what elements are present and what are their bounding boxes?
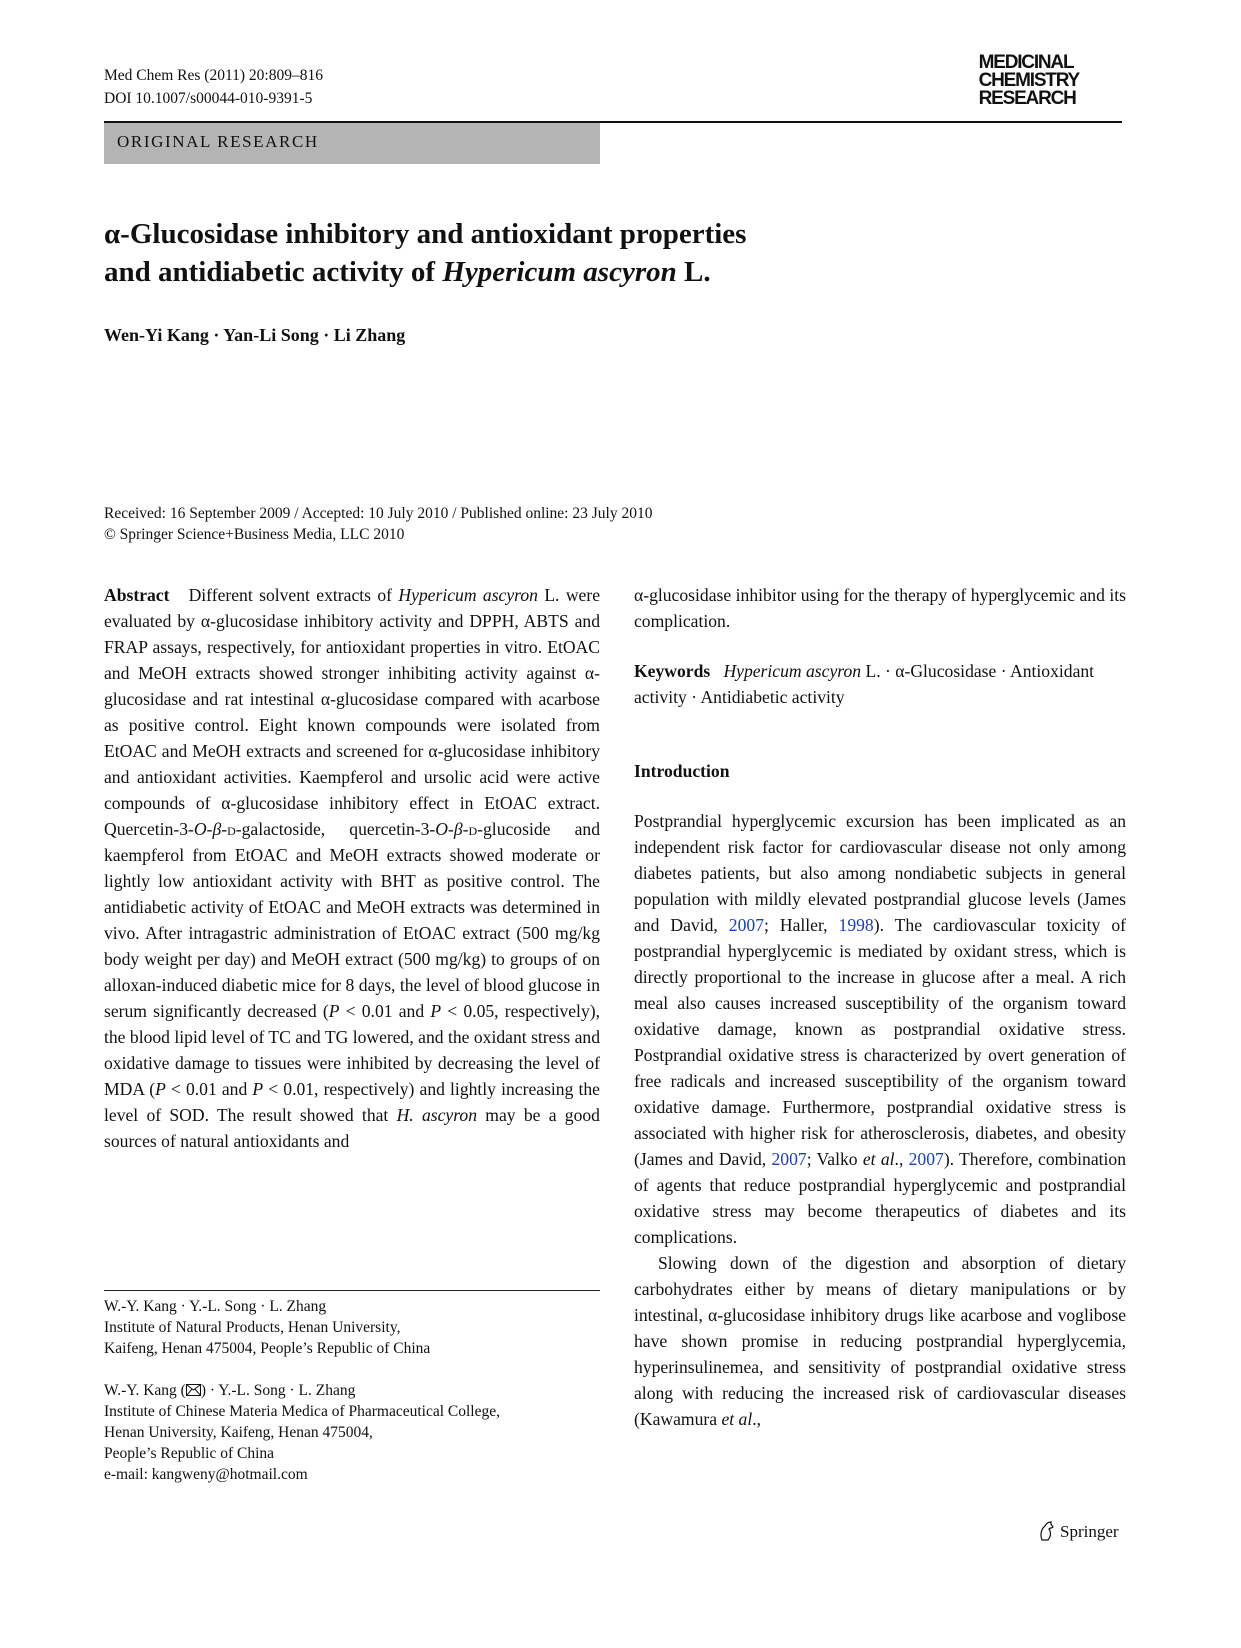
- journal-citation-block: [104, 64, 323, 110]
- author-list: Wen-Yi Kang · Yan-Li Song · Li Zhang: [104, 325, 406, 345]
- citation-link[interactable]: 2007: [908, 1149, 944, 1169]
- publisher-logo: [1038, 1521, 1119, 1542]
- keywords: Keywords Hypericum ascyron L. · α-Glucosidase · Antioxidant activity · Antidiabetic activity: [634, 661, 1095, 707]
- publication-dates: [104, 503, 652, 545]
- citation-link[interactable]: 1998: [838, 915, 874, 935]
- copyright: © Springer Science+Business Media, LLC 2010: [104, 526, 405, 543]
- contact-email[interactable]: e-mail: kangweny@hotmail.com: [104, 1466, 308, 1483]
- doi: DOI 10.1007/s00044-010-9391-5: [104, 90, 313, 107]
- citation-link[interactable]: 2007: [728, 915, 764, 935]
- footnote-rule: [104, 1290, 600, 1291]
- right-column: [634, 582, 1126, 1432]
- affiliation-2: W.-Y. Kang ( ) · Y.-L. Song · L. Zhang Institute of Chinese Materia Medica of Pharmaceutical College, Henan University, Kaifeng, Henan 475004, People’s Republic of China e-mail: kangweny@hotmail.com: [104, 1382, 500, 1483]
- logo-line-3: RESEARCH: [978, 88, 1076, 109]
- keywords-label: Keywords: [634, 661, 711, 681]
- affiliation-1: W.-Y. Kang · Y.-L. Song · L. Zhang Institute of Natural Products, Henan University, Kaifeng, Henan 475004, People’s Republic of China: [104, 1298, 431, 1357]
- springer-horse-icon: [1038, 1521, 1056, 1541]
- abstract-text: Abstract Different solvent extracts of Hypericum ascyron L. were evaluated by α-glucosidase inhibitory activity and DPPH, ABTS and FRAP assays, respectively, for antioxidant properties in vitro. EtOAC and MeOH extracts showed stronger inhibiting activity against α-glucosidase and rat intestinal α-glucosidase compared with acarbose as positive control. Eight known compounds were isolated from EtOAC and MeOH extracts and screened for α-glucosidase inhibitory and antioxidant activities. Kaempferol and ursolic acid were active compounds of α-glucosidase inhibitory effect in EtOAC extract. Quercetin-3-O-β-d-galactoside, quercetin-3-O-β-d-glucoside and kaempferol from EtOAC and MeOH extracts showed moderate or lightly low antioxidant activity with BHT as positive control. The antidiabetic activity of EtOAC and MeOH extracts was determined in vivo. After intragastric administration of EtOAC extract (500 mg/kg body weight per day) and MeOH extract (500 mg/kg) to groups of on alloxan-induced diabetic mice for 8 days, the level of blood glucose in serum significantly decreased (P < 0.01 and P < 0.05, respectively), the blood lipid level of TC and TG lowered, and the oxidant stress and oxidative damage to tissues were inhibited by decreasing the level of MDA (P < 0.01 and P < 0.01, respectively) and lightly increasing the level of SOD. The result showed that H. ascyron may be a good sources of natural antioxidants and: [104, 585, 601, 1151]
- publisher-name: Springer: [1060, 1522, 1119, 1541]
- logo-line-2: CHEMISTRY: [978, 70, 1079, 91]
- article-title: [104, 215, 746, 291]
- citation-link[interactable]: 2007: [771, 1149, 807, 1169]
- abstract-continuation: α-glucosidase inhibitor using for the therapy of hyperglycemic and its complication.: [634, 585, 1126, 631]
- introduction-heading: Introduction: [634, 761, 730, 781]
- abstract-label: Abstract: [104, 585, 170, 605]
- title-line-1: α-Glucosidase inhibitory and antioxidant properties: [104, 218, 747, 250]
- title-line-2: and antidiabetic activity of Hypericum ascyron L.: [104, 256, 711, 288]
- intro-paragraph-1: Postprandial hyperglycemic excursion has been implicated as an independent risk factor for cardiovascular disease not only among diabetes patients, but also among nondiabetic subjects in general population with mildly elevated postprandial glucose levels (James and David, 2007; Haller, 1998). The cardiovascular toxicity of postprandial hyperglycemic is mediated by oxidant stress, which is directly proportional to the increase in glucose after a meal. A rich meal also causes increased susceptibility of the organism toward oxidative damage, known as postprandial oxidative stress. Postprandial oxidative stress is characterized by overt generation of free radicals and increased susceptibility of the organism toward oxidative damage. Furthermore, postprandial oxidative stress is associated with higher risk for atherosclerosis, diabetes, and obesity (James and David, 2007; Valko et al., 2007). Therefore, combination of agents that reduce postprandial hyperglycemic and postprandial oxidative stress may become therapeutics of diabetes and its complications.: [634, 811, 1127, 1247]
- received-accepted-published: Received: 16 September 2009 / Accepted: 10 July 2010 / Published online: 23 July 2010: [104, 505, 653, 522]
- envelope-icon: [186, 1384, 201, 1396]
- journal-citation: Med Chem Res (2011) 20:809–816: [104, 67, 323, 84]
- logo-line-1: MEDICINAL: [978, 52, 1074, 73]
- journal-logo: [979, 54, 1079, 108]
- abstract-column: [104, 582, 600, 1154]
- section-label: ORIGINAL RESEARCH: [117, 132, 319, 151]
- intro-paragraph-2: Slowing down of the digestion and absorption of dietary carbohydrates either by means of dietary manipulations or by intestinal, α-glucosidase inhibitory drugs like acarbose and voglibose have shown promise in reducing postprandial hyperglycemia, hyperinsulinemea, and sensitivity of postprandial oxidative stress along with reducing the increased risk of cardiovascular diseases (Kawamura et al.,: [634, 1253, 1126, 1429]
